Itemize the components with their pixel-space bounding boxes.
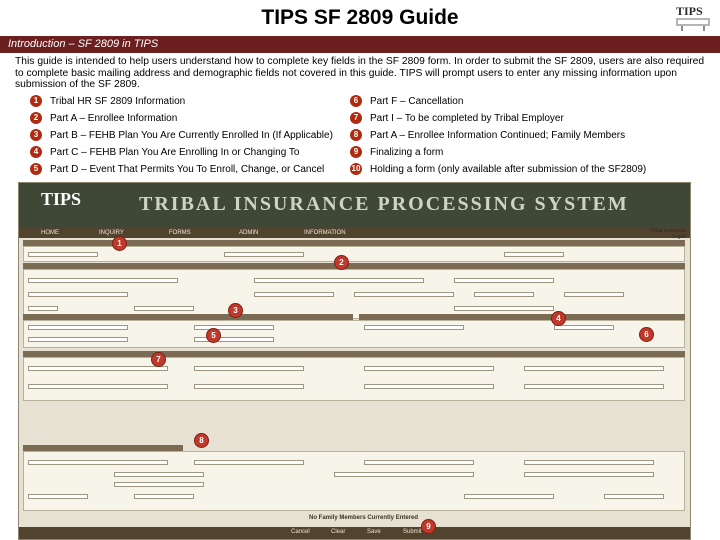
form-field[interactable]: [254, 278, 424, 283]
legend-number-badge: 3: [30, 129, 42, 141]
legend-label: Part C – FEHB Plan You Are Enrolling In or Changing To: [50, 147, 300, 158]
form-field[interactable]: [364, 325, 464, 330]
legend-label: Part B – FEHB Plan You Are Currently Enrolled In (If Applicable): [50, 130, 333, 141]
no-family-members-text: No Family Members Currently Entered: [309, 515, 419, 521]
legend-item: [30, 112, 177, 126]
callout-marker-7: 7: [151, 352, 166, 367]
form-section: [23, 357, 685, 401]
form-field[interactable]: [28, 252, 98, 257]
legend-number-badge: 7: [350, 112, 362, 124]
form-field[interactable]: [524, 460, 654, 465]
logoff-link[interactable]: Logoff: [672, 234, 686, 240]
form-field[interactable]: [604, 494, 664, 499]
form-field[interactable]: [28, 337, 128, 342]
form-section: [23, 320, 685, 348]
submit-button[interactable]: Submit: [403, 529, 422, 535]
form-section: [23, 451, 685, 511]
form-field[interactable]: [524, 472, 654, 477]
nav-information[interactable]: INFORMATION: [304, 230, 346, 236]
form-field[interactable]: [554, 325, 614, 330]
section-heading: Introduction – SF 2809 in TIPS: [0, 36, 720, 53]
legend-item: [350, 95, 463, 109]
form-field[interactable]: [28, 292, 128, 297]
form-field[interactable]: [28, 278, 178, 283]
tips-logo: [672, 2, 714, 32]
nav-inquiry[interactable]: INQUIRY: [99, 230, 124, 236]
form-field[interactable]: [524, 366, 664, 371]
save-button[interactable]: Save: [367, 529, 381, 535]
callout-marker-6: 6: [639, 327, 654, 342]
form-field[interactable]: [454, 306, 554, 311]
form-field[interactable]: [134, 306, 194, 311]
nav-forms[interactable]: FORMS: [169, 230, 191, 236]
legend-label: Part A – Enrollee Information: [50, 113, 178, 124]
callout-marker-1: 1: [112, 236, 127, 251]
form-field[interactable]: [564, 292, 624, 297]
form-field[interactable]: [364, 384, 494, 389]
form-field[interactable]: [524, 384, 664, 389]
legend-item: [30, 146, 299, 160]
form-field[interactable]: [194, 460, 304, 465]
nav-home[interactable]: HOME: [41, 230, 59, 236]
legend-item: [30, 95, 185, 109]
legend-label: Holding a form (only available after submission of the SF2809): [370, 164, 647, 175]
legend-label: Part I – To be completed by Tribal Employer: [370, 113, 564, 124]
form-footer: [19, 527, 690, 539]
legend-label: Part A – Enrollee Information Continued; Family Members: [370, 130, 626, 141]
nav-admin[interactable]: ADMIN: [239, 230, 259, 236]
form-field[interactable]: [194, 325, 274, 330]
form-field[interactable]: [504, 252, 564, 257]
legend-number-badge: 6: [350, 95, 362, 107]
legend-item: [350, 146, 443, 160]
legend-number-badge: 5: [30, 163, 42, 175]
form-field[interactable]: [194, 366, 304, 371]
form-field[interactable]: [224, 252, 304, 257]
form-field[interactable]: [28, 366, 168, 371]
legend-label: Tribal HR SF 2809 Information: [50, 96, 186, 107]
callout-marker-4: 4: [551, 311, 566, 326]
legend-label: Part D – Event That Permits You To Enroll, Change, or Cancel: [50, 164, 325, 175]
form-field[interactable]: [364, 460, 474, 465]
form-section: [23, 269, 685, 319]
form-field[interactable]: [134, 494, 194, 499]
callout-marker-9: 9: [421, 519, 436, 534]
legend-number-badge: 1: [30, 95, 42, 107]
legend-number-badge: 4: [30, 146, 42, 158]
form-field[interactable]: [194, 384, 304, 389]
legend-item: [30, 163, 324, 177]
form-field[interactable]: [354, 292, 454, 297]
legend-number-badge: 9: [350, 146, 362, 158]
callout-marker-3: 3: [228, 303, 243, 318]
tips-banner: [19, 183, 690, 228]
legend-item: [350, 129, 625, 143]
tips-logo-text: TIPS: [676, 4, 703, 18]
cancel-button[interactable]: Cancel: [291, 529, 310, 535]
banner-title: TRIBAL INSURANCE PROCESSING SYSTEM: [139, 193, 629, 215]
banner-logo: TIPS: [41, 189, 82, 209]
form-field[interactable]: [114, 482, 204, 487]
form-field[interactable]: [28, 460, 168, 465]
tips-form-screenshot: [18, 182, 691, 540]
form-field[interactable]: [254, 292, 334, 297]
form-field[interactable]: [454, 278, 554, 283]
form-field[interactable]: [28, 384, 168, 389]
callout-marker-8: 8: [194, 433, 209, 448]
form-field[interactable]: [364, 366, 494, 371]
user-info: [650, 228, 686, 240]
legend-item: [350, 163, 646, 177]
legend-item: [30, 129, 333, 143]
form-field[interactable]: [28, 494, 88, 499]
form-field[interactable]: [28, 306, 58, 311]
legend-number-badge: 8: [350, 129, 362, 141]
form-field[interactable]: [114, 472, 204, 477]
legend-number-badge: 10: [351, 164, 361, 174]
intro-paragraph: This guide is intended to help users understand how to complete key fields in the SF 2809 form. In order to submit the SF 2809, users are also required to complete basic mailing address and demographic fields not covered in this guide. TIPS will prompt users to enter any missing information upon submission of the SF 2809.: [15, 56, 705, 90]
legend-item: [350, 112, 564, 126]
legend-number-badge: 2: [30, 112, 42, 124]
form-field[interactable]: [28, 325, 128, 330]
callout-marker-5: 5: [206, 328, 221, 343]
form-field[interactable]: [334, 472, 474, 477]
legend-label: Finalizing a form: [370, 147, 444, 158]
form-field[interactable]: [464, 494, 554, 499]
legend-label: Part F – Cancellation: [370, 96, 464, 107]
form-field[interactable]: [474, 292, 534, 297]
user-line: Tribal Insurance: [650, 228, 686, 234]
callout-marker-2: 2: [334, 255, 349, 270]
clear-button[interactable]: Clear: [331, 529, 346, 535]
page-title: TIPS SF 2809 Guide: [261, 6, 459, 29]
